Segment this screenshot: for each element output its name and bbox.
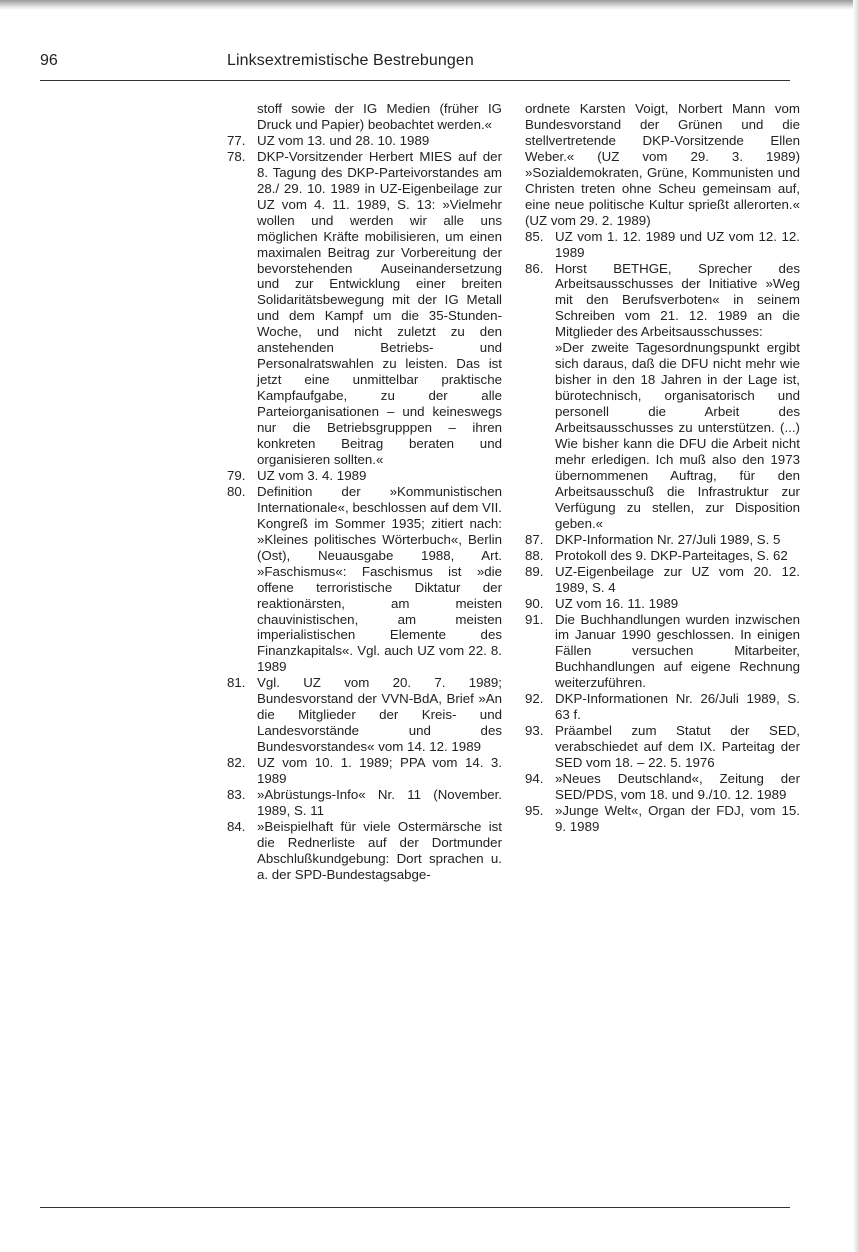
footnote-text: UZ vom 1. 12. 1989 und UZ vom 12. 12. 1989 xyxy=(555,228,800,260)
footnote-90 xyxy=(525,596,800,612)
footnote-number: 81. xyxy=(227,675,246,691)
footnote-91 xyxy=(525,612,800,692)
footnote-text: UZ vom 10. 1. 1989; PPA vom 14. 3. 1989 xyxy=(257,755,502,787)
footnote-number: 87. xyxy=(525,531,544,547)
footnote-92 xyxy=(525,691,800,723)
footnote-number: 92. xyxy=(525,691,544,707)
footnote-77 xyxy=(227,133,502,149)
footnote-text: Horst BETHGE, Sprecher des Arbeitsausschusses der Initiative »Weg mit den Berufsverboten« in seinem Schreiben vom 21. 12. 1989 an die Mitglieder des Arbeitsausschusses: xyxy=(555,260,800,340)
footnote-83 xyxy=(227,787,502,819)
footnote-number: 93. xyxy=(525,723,544,739)
footnote-81 xyxy=(227,675,502,755)
footnote-text: »Der zweite Tagesordnungspunkt ergibt sich daraus, daß die DFU nicht mehr wie bisher in den 18 Jahren in der Lage ist, bürotechnisch, organisatorisch und personell die Arbeit des Arbeitsausschusses zu unterstützen. (...) Wie bisher kann die DFU die Arbeit nicht mehr erledigen. Ich muß also den 1973 übernommenen Auftrag, für den Arbeitsausschuß die Infrastruktur zur Verfügung zu stellen, zur Disposition geben.« xyxy=(555,340,800,531)
footnote-93 xyxy=(525,723,800,771)
footnote-number: 95. xyxy=(525,802,544,818)
footnote-number: 82. xyxy=(227,755,246,771)
footnote-80 xyxy=(227,484,502,675)
footnote-text: »Neues Deutschland«, Zeitung der SED/PDS, vom 18. und 9./10. 12. 1989 xyxy=(555,771,800,802)
footnote-number: 90. xyxy=(525,595,544,611)
footer-rule xyxy=(40,1207,790,1208)
running-title: Linksextremistische Bestrebungen xyxy=(227,52,474,69)
footnote-number: 80. xyxy=(227,483,246,499)
footnote-number: 79. xyxy=(227,467,246,483)
footnote-text: DKP-Information Nr. 27/Juli 1989, S. 5 xyxy=(555,531,781,547)
footnote-text: Die Buchhandlungen wurden inzwischen im Januar 1990 geschlossen. In einigen Fällen versuchen Mitarbeiter, Buchhandlungen auf eigene Rechnung weiterzuführen. xyxy=(555,611,800,691)
header-rule xyxy=(40,80,790,81)
page-header xyxy=(40,52,790,78)
footnote-text: UZ vom 16. 11. 1989 xyxy=(555,595,679,611)
footnote-95 xyxy=(525,803,800,835)
footnote-text: »Beispielhaft für viele Ostermärsche ist die Rednerliste auf der Dortmunder Abschlußkundgebung: Dort sprachen u. a. der SPD-Bundestagsabge- xyxy=(257,818,502,882)
footnote-number: 94. xyxy=(525,771,544,787)
footnote-94 xyxy=(525,771,800,803)
footnote-78 xyxy=(227,149,502,468)
footnote-84 xyxy=(227,819,502,883)
right-column xyxy=(525,101,800,835)
scan-top-shadow xyxy=(0,0,859,10)
footnote-number xyxy=(525,340,555,531)
footnote-number: 77. xyxy=(227,132,246,148)
footnote-text: UZ vom 13. und 28. 10. 1989 xyxy=(257,132,430,148)
footnote-85 xyxy=(525,229,800,261)
footnote-text: Definition der »Kommunistischen Internationale«, beschlossen auf dem VII. Kongreß im Sommer 1935; zitiert nach: »Kleines politisches Wörterbuch«, Berlin (Ost), Neuausgabe 1988, Art. »Faschismus«: Faschismus ist »die offene terroristische Diktatur der reaktionärsten, am meisten chauvinistischen, am meisten imperialistischen Elemente des Finanzkapitals«. Vgl. auch UZ vom 22. 8. 1989 xyxy=(257,483,502,675)
footnote-86 xyxy=(525,261,800,341)
footnote-continuation: stoff sowie der IG Medien (früher IG Druck und Papier) beobachtet werden.« xyxy=(257,101,502,132)
footnote-text: Vgl. UZ vom 20. 7. 1989; Bundesvorstand der VVN-BdA, Brief »An die Mitglieder der Kreis- und Landesvorstände und des Bundesvorstandes« vom 14. 12. 1989 xyxy=(257,675,502,755)
footnote-continuation: ordnete Karsten Voigt, Norbert Mann vom Bundesvorstand der Grünen und die stellvertretende DKP-Vorsitzende Ellen Weber.« (UZ vom 29. 3. 1989) »Sozialdemokraten, Grüne, Kommunisten und Christen treten ohne Scheu gemeinsam auf, eine neue politische Kultur sprießt allerorten.« (UZ vom 29. 2. 1989) xyxy=(525,101,800,228)
footnote-text: DKP-Vorsitzender Herbert MIES auf der 8. Tagung des DKP-Parteivorstandes am 28./ 29. 10. 1989 in UZ-Eigenbeilage zur UZ vom 4. 11. 1989, S. 13: »Vielmehr wollen und werden wir alle uns möglichen Kräfte mobilisieren, um einen maximalen Beitrag zur Vorbereitung der bevorstehenden Auseinandersetzung und zur Entwicklung einer breiten Solidaritätsbewegung mit der IG Metall und dem Kampf um die 35-Stunden-Woche, und nicht zuletzt zu den anstehenden Betriebs- und Personalratswahlen zu leisten. Das ist jetzt eine unmittelbar praktische Kampfaufgabe, zu der alle Parteiorganisationen – und keineswegs nur die Betriebsgrupppen – ihren konkreten Beitrag beraten und organisieren sollten.« xyxy=(257,148,502,467)
footnote-text: »Junge Welt«, Organ der FDJ, vom 15. 9. 1989 xyxy=(555,802,800,834)
page-number: 96 xyxy=(40,52,58,69)
footnote-number: 83. xyxy=(227,786,246,802)
footnote-88 xyxy=(525,548,800,564)
footnote-text: »Abrüstungs-Info« Nr. 11 (November. 1989, S. 11 xyxy=(257,786,502,818)
footnote-number: 86. xyxy=(525,260,544,276)
footnote-87 xyxy=(525,532,800,548)
footnote-number: 88. xyxy=(525,547,544,563)
left-column xyxy=(227,101,502,883)
footnote-number: 91. xyxy=(525,611,544,627)
footnote-89 xyxy=(525,564,800,596)
footnote-82 xyxy=(227,755,502,787)
footnote-79 xyxy=(227,468,502,484)
footnote-text: UZ-Eigenbeilage zur UZ vom 20. 12. 1989, S. 4 xyxy=(555,563,800,595)
footnote-text: Präambel zum Statut der SED, verabschiedet auf dem IX. Parteitag der SED vom 18. – 22. 5. 1976 xyxy=(555,723,800,771)
scan-right-shadow xyxy=(853,0,859,1252)
footnote-number: 78. xyxy=(227,148,246,164)
footnote-number: 89. xyxy=(525,563,544,579)
footnote-text: UZ vom 3. 4. 1989 xyxy=(257,467,367,483)
footnote-number: 85. xyxy=(525,228,544,244)
footnote-text: DKP-Informationen Nr. 26/Juli 1989, S. 63 f. xyxy=(555,691,800,723)
footnote-text: Protokoll des 9. DKP-Parteitages, S. 62 xyxy=(555,547,788,563)
footnote-86-quote xyxy=(525,340,800,531)
footnote-number: 84. xyxy=(227,818,246,834)
